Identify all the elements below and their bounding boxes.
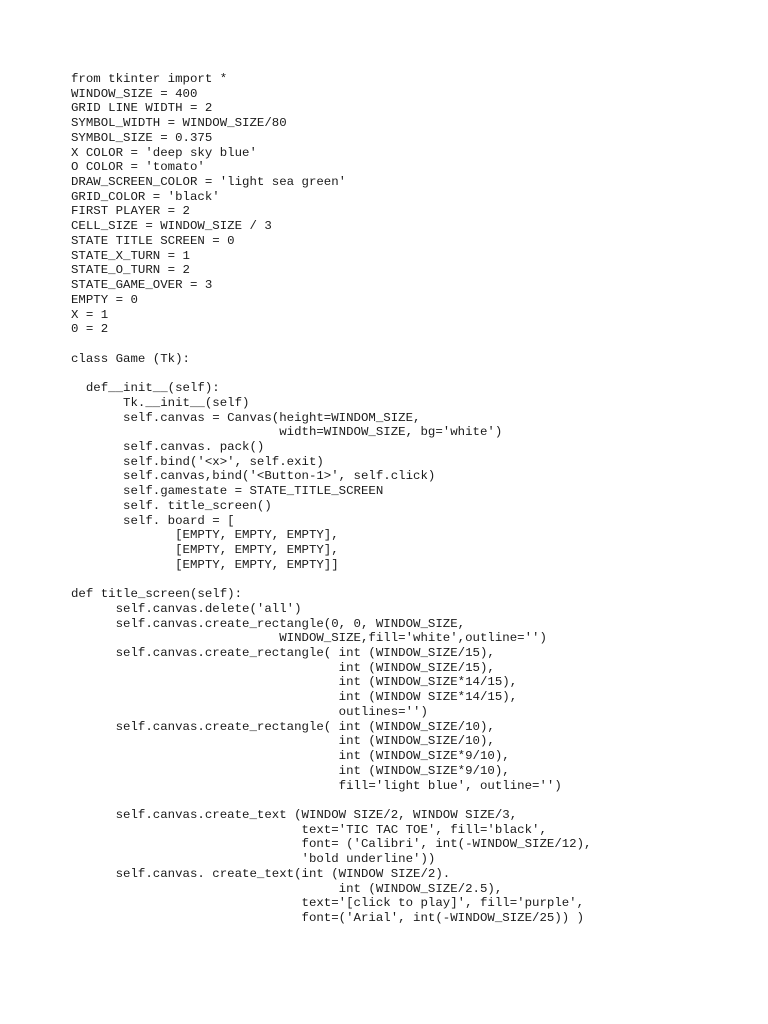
code-line: CELL_SIZE = WINDOW_SIZE / 3 bbox=[71, 219, 272, 234]
code-line: DRAW_SCREEN_COLOR = 'light sea green' bbox=[71, 175, 347, 190]
code-line: FIRST PLAYER = 2 bbox=[71, 204, 190, 219]
code-line: int (WINDOW_SIZE*9/10), bbox=[71, 749, 510, 764]
code-line: self.canvas. pack() bbox=[71, 439, 265, 454]
code-line: [EMPTY, EMPTY, EMPTY], bbox=[71, 543, 339, 557]
code-line: WINDOW_SIZE = 400 bbox=[71, 86, 198, 101]
code-line: outlines='') bbox=[71, 704, 428, 719]
code-line: self.gamestate = STATE_TITLE_SCREEN bbox=[71, 484, 384, 499]
code-line: self.canvas.delete('all') bbox=[71, 601, 302, 616]
code-line: def__init__(self): bbox=[71, 381, 220, 396]
code-line: SYMBOL_WIDTH = WINDOW_SIZE/80 bbox=[71, 116, 287, 131]
code-line: O COLOR = 'tomato' bbox=[71, 160, 205, 175]
code-line: STATE_X_TURN = 1 bbox=[71, 248, 190, 263]
code-line: int (WINDOW_SIZE/10), bbox=[71, 734, 495, 749]
code-line: self.canvas = Canvas(height=WINDOM_SIZE, bbox=[71, 410, 421, 425]
code-line: STATE_GAME_OVER = 3 bbox=[71, 278, 213, 293]
code-line: text='[click to play]', fill='purple', bbox=[71, 896, 585, 911]
code-line bbox=[71, 337, 592, 352]
code-line: def title_screen(self): bbox=[71, 587, 243, 602]
code-line: Tk.__init__(self) bbox=[71, 395, 250, 410]
code-line: self.canvas.create_rectangle( int (WINDOW_SIZE/10), bbox=[71, 719, 495, 734]
code-line: self.canvas.create_rectangle( int (WINDOW_SIZE/15), bbox=[71, 646, 495, 661]
code-line: class Game (Tk): bbox=[71, 351, 190, 366]
code-line: WINDOW_SIZE,fill='white',outline='') bbox=[71, 631, 547, 646]
code-line: int (WINDOW_SIZE*9/10), bbox=[71, 763, 510, 778]
code-line: font= ('Calibri', int(-WINDOW_SIZE/12), bbox=[71, 837, 592, 852]
code-line: [EMPTY, EMPTY, EMPTY], bbox=[71, 528, 339, 543]
code-line: int (WINDOW SIZE*14/15), bbox=[71, 690, 518, 705]
code-line: self. title_screen() bbox=[71, 498, 272, 513]
code-line: int (WINDOW_SIZE*14/15), bbox=[71, 675, 518, 690]
code-line bbox=[71, 366, 592, 381]
code-line bbox=[71, 572, 592, 587]
code-line: GRID LINE WIDTH = 2 bbox=[71, 101, 213, 116]
code-listing bbox=[71, 72, 592, 926]
code-line: EMPTY = 0 bbox=[71, 292, 138, 307]
code-line: width=WINDOW_SIZE, bg='white') bbox=[71, 425, 503, 440]
code-line: X = 1 bbox=[71, 307, 109, 322]
code-line: self.bind('<x>', self.exit) bbox=[71, 454, 324, 469]
code-line: 0 = 2 bbox=[71, 322, 109, 337]
code-line: self. board = [ bbox=[71, 513, 235, 528]
code-line: from tkinter import * bbox=[71, 72, 228, 86]
code-line: self.canvas.create_text (WINDOW SIZE/2, WINDOW SIZE/3, bbox=[71, 807, 518, 822]
code-line: X COLOR = 'deep sky blue' bbox=[71, 145, 257, 160]
code-line: 'bold underline')) bbox=[71, 852, 436, 867]
code-line: font=('Arial', int(-WINDOW_SIZE/25)) ) bbox=[71, 910, 585, 925]
code-line: GRID_COLOR = 'black' bbox=[71, 189, 220, 204]
code-line: SYMBOL_SIZE = 0.375 bbox=[71, 130, 213, 145]
code-line: text='TIC TAC TOE', fill='black', bbox=[71, 822, 547, 837]
code-line: STATE_O_TURN = 2 bbox=[71, 263, 190, 278]
code-line: [EMPTY, EMPTY, EMPTY]] bbox=[71, 557, 339, 572]
code-line: int (WINDOW_SIZE/15), bbox=[71, 660, 495, 675]
code-line: self.canvas. create_text(int (WINDOW SIZE/2). bbox=[71, 866, 451, 881]
code-line: STATE TITLE SCREEN = 0 bbox=[71, 233, 235, 248]
code-line: int (WINDOW_SIZE/2.5), bbox=[71, 881, 503, 896]
code-line bbox=[71, 793, 592, 808]
code-line: self.canvas.create_rectangle(0, 0, WINDOW_SIZE, bbox=[71, 616, 466, 631]
code-line: self.canvas,bind('<Button-1>', self.click) bbox=[71, 469, 436, 484]
code-line: fill='light blue', outline='') bbox=[71, 778, 562, 793]
